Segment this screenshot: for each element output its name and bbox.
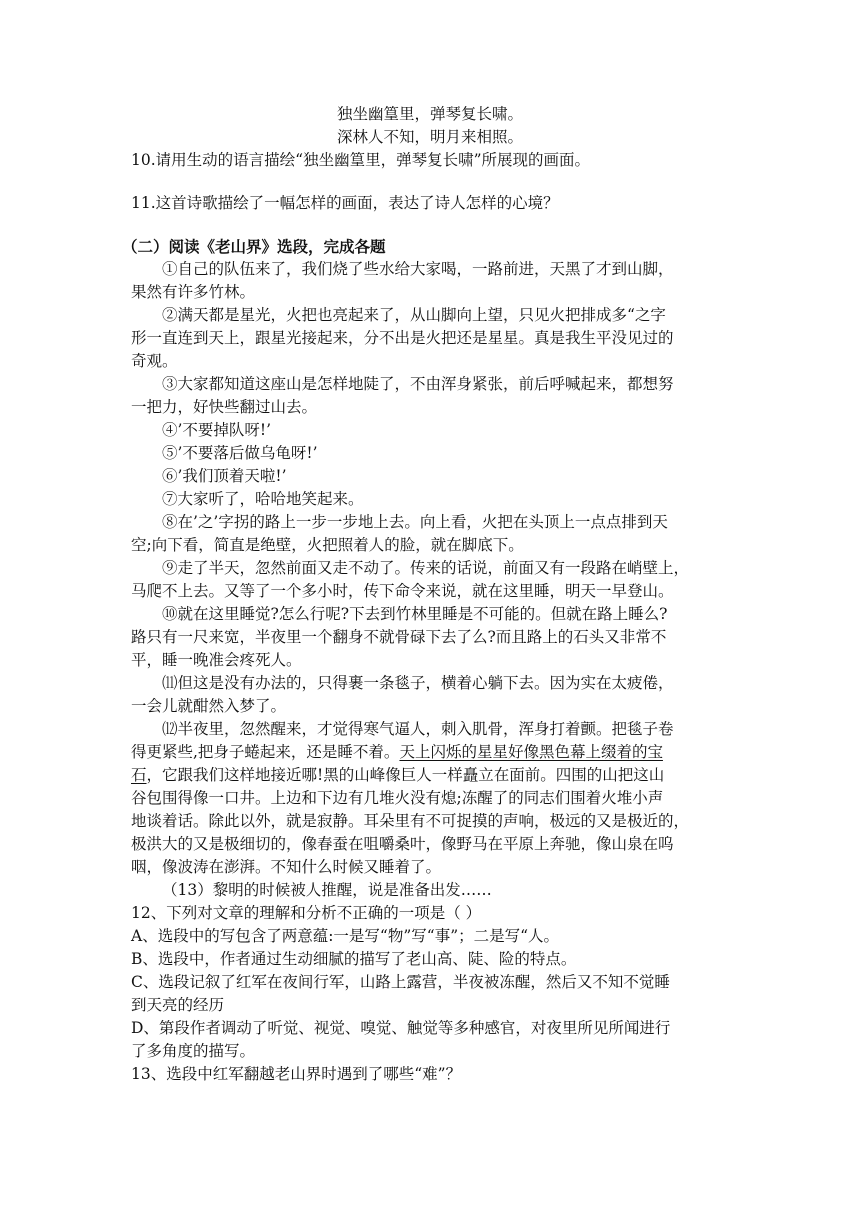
passage-p6: ⑥’我们顶着天啦!’ [162, 467, 287, 485]
question-12-option-d-line-1: D、第段作者调动了听觉、视觉、嗅觉、触觉等多种感官，对夜里所见所闻进行 [131, 1019, 671, 1037]
passage-p12-line-7: 咽，像波涛在澎湃。不知什么时候又睡着了。 [131, 858, 442, 876]
passage-p2-line-1: ②满天都是星光，火把也亮起来了，从山脚向上望，只见火把排成多“之字 [162, 306, 666, 324]
question-12-option-c-line-2: 到天亮的经历 [131, 996, 225, 1014]
question-12-stem: 12、下列对文章的理解和分析不正确的一项是（ ） [131, 904, 482, 922]
question-12-option-b: B、选段中，作者通过生动细腻的描写了老山高、陡、险的特点。 [131, 950, 577, 968]
question-13: 13、选段中红军翻越老山界时遇到了哪些“难”？ [131, 1065, 462, 1083]
passage-p12-line-3-text: ，它跟我们这样地接近哪!黑的山峰像巨人一样矗立在面前。四围的山把这山 [146, 766, 665, 784]
passage-p4: ④’不要掉队呀!’ [162, 421, 272, 439]
passage-p10-line-3: 平，睡一晚准会疼死人。 [131, 651, 302, 669]
question-11: 11.这首诗歌描绘了一幅怎样的画面，表达了诗人怎样的心境？ [131, 194, 559, 212]
passage-p12-line-2-text: 得更紧些,把身子蜷起来，还是睡不着。 [131, 743, 400, 761]
passage-p13: （13）黎明的时候被人推醒，说是准备出发…… [162, 881, 492, 899]
passage-p12-line-1: ⑿半夜里，忽然醒来，才觉得寒气逼人，刺入肌骨，浑身打着颤。把毯子卷 [162, 720, 674, 738]
passage-p12-line-6: 极洪大的又是极细切的，像春蚕在咀嚼桑叶，像野马在平原上奔驰，像山泉在呜 [131, 835, 674, 853]
underlined-sentence-part-2: 石 [131, 766, 147, 784]
passage-p12-line-5: 地谈着话。除此以外，就是寂静。耳朵里有不可捉摸的声响，极远的又是极近的， [131, 812, 690, 830]
question-12-option-a: A、选段中的写包含了两意蕴:一是写“物”写“事”；二是写“人。 [131, 927, 560, 945]
underlined-sentence-part-1: 天上闪烁的星星好像黑色幕上缀着的宝 [399, 743, 663, 761]
passage-p8-line-2: 空;向下看，简直是绝壁，火把照着人的脸，就在脚底下。 [131, 536, 524, 554]
passage-p2-line-2: 形一直连到天上，跟星光接起来，分不出是火把还是星星。真是我生平没见过的 [131, 329, 674, 347]
passage-p12-line-3 [131, 764, 731, 787]
passage-p10-line-1: ⑩就在这里睡觉?怎么行呢?下去到竹林里睡是不可能的。但就在路上睡么? [162, 605, 668, 623]
passage-p8-line-1: ⑧在’之’字拐的路上一步一步地上去。向上看，火把在头顶上一点点排到天 [162, 513, 668, 531]
passage-p9-line-2: 马爬不上去。又等了一个多小时，传下命令来说，就在这里睡，明天一早登山。 [131, 582, 674, 600]
passage-p2-line-3: 奇观。 [131, 352, 178, 370]
poem-line-1: 独坐幽篁里，弹琴复长啸。 [336, 105, 523, 123]
passage-p12-line-4: 谷包围得像一口井。上边和下边有几堆火没有熄;冻醒了的同志们围着火堆小声 [131, 789, 664, 807]
question-12-option-d-line-2: 了多角度的描写。 [131, 1042, 256, 1060]
passage-p9-line-1: ⑨走了半天，忽然前面又走不动了。传来的话说，前面又有一段路在峭壁上， [162, 559, 690, 577]
passage-p11-line-2: 一会儿就酣然入梦了。 [131, 697, 287, 715]
passage-p5: ⑤’不要落后做乌龟呀!’ [162, 444, 318, 462]
passage-p1-line-1: ①自己的队伍来了，我们烧了些水给大家喝，一路前进，天黑了才到山脚， [162, 260, 674, 278]
passage-p3-line-2: 一把力，好快些翻过山去。 [131, 398, 318, 416]
poem-line-2: 深林人不知，明月来相照。 [336, 128, 523, 146]
passage-p3-line-1: ③大家都知道这座山是怎样地陡了，不由浑身紧张，前后呼喊起来，都想努 [162, 375, 674, 393]
passage-p12-line-2 [131, 741, 731, 764]
question-10: 10.请用生动的语言描绘“独坐幽篁里，弹琴复长啸”所展现的画面。 [131, 151, 591, 169]
passage-p7: ⑦大家听了，哈哈地笑起来。 [162, 490, 364, 508]
passage-p1-line-2: 果然有许多竹林。 [131, 283, 256, 301]
section-2-title: （二）阅读《老山界》选段，完成各题 [122, 237, 386, 256]
passage-p11-line-1: ⑾但这是没有办法的，只得裹一条毯子，横着心躺下去。因为实在太疲倦， [162, 674, 674, 692]
passage-p10-line-2: 路只有一尺来宽，半夜里一个翻身不就骨碌下去了么?而且路上的石头又非常不 [131, 628, 667, 646]
question-12-option-c-line-1: C、选段记叙了红军在夜间行军，山路上露营，半夜被冻醒，然后又不知不觉睡 [131, 973, 670, 991]
